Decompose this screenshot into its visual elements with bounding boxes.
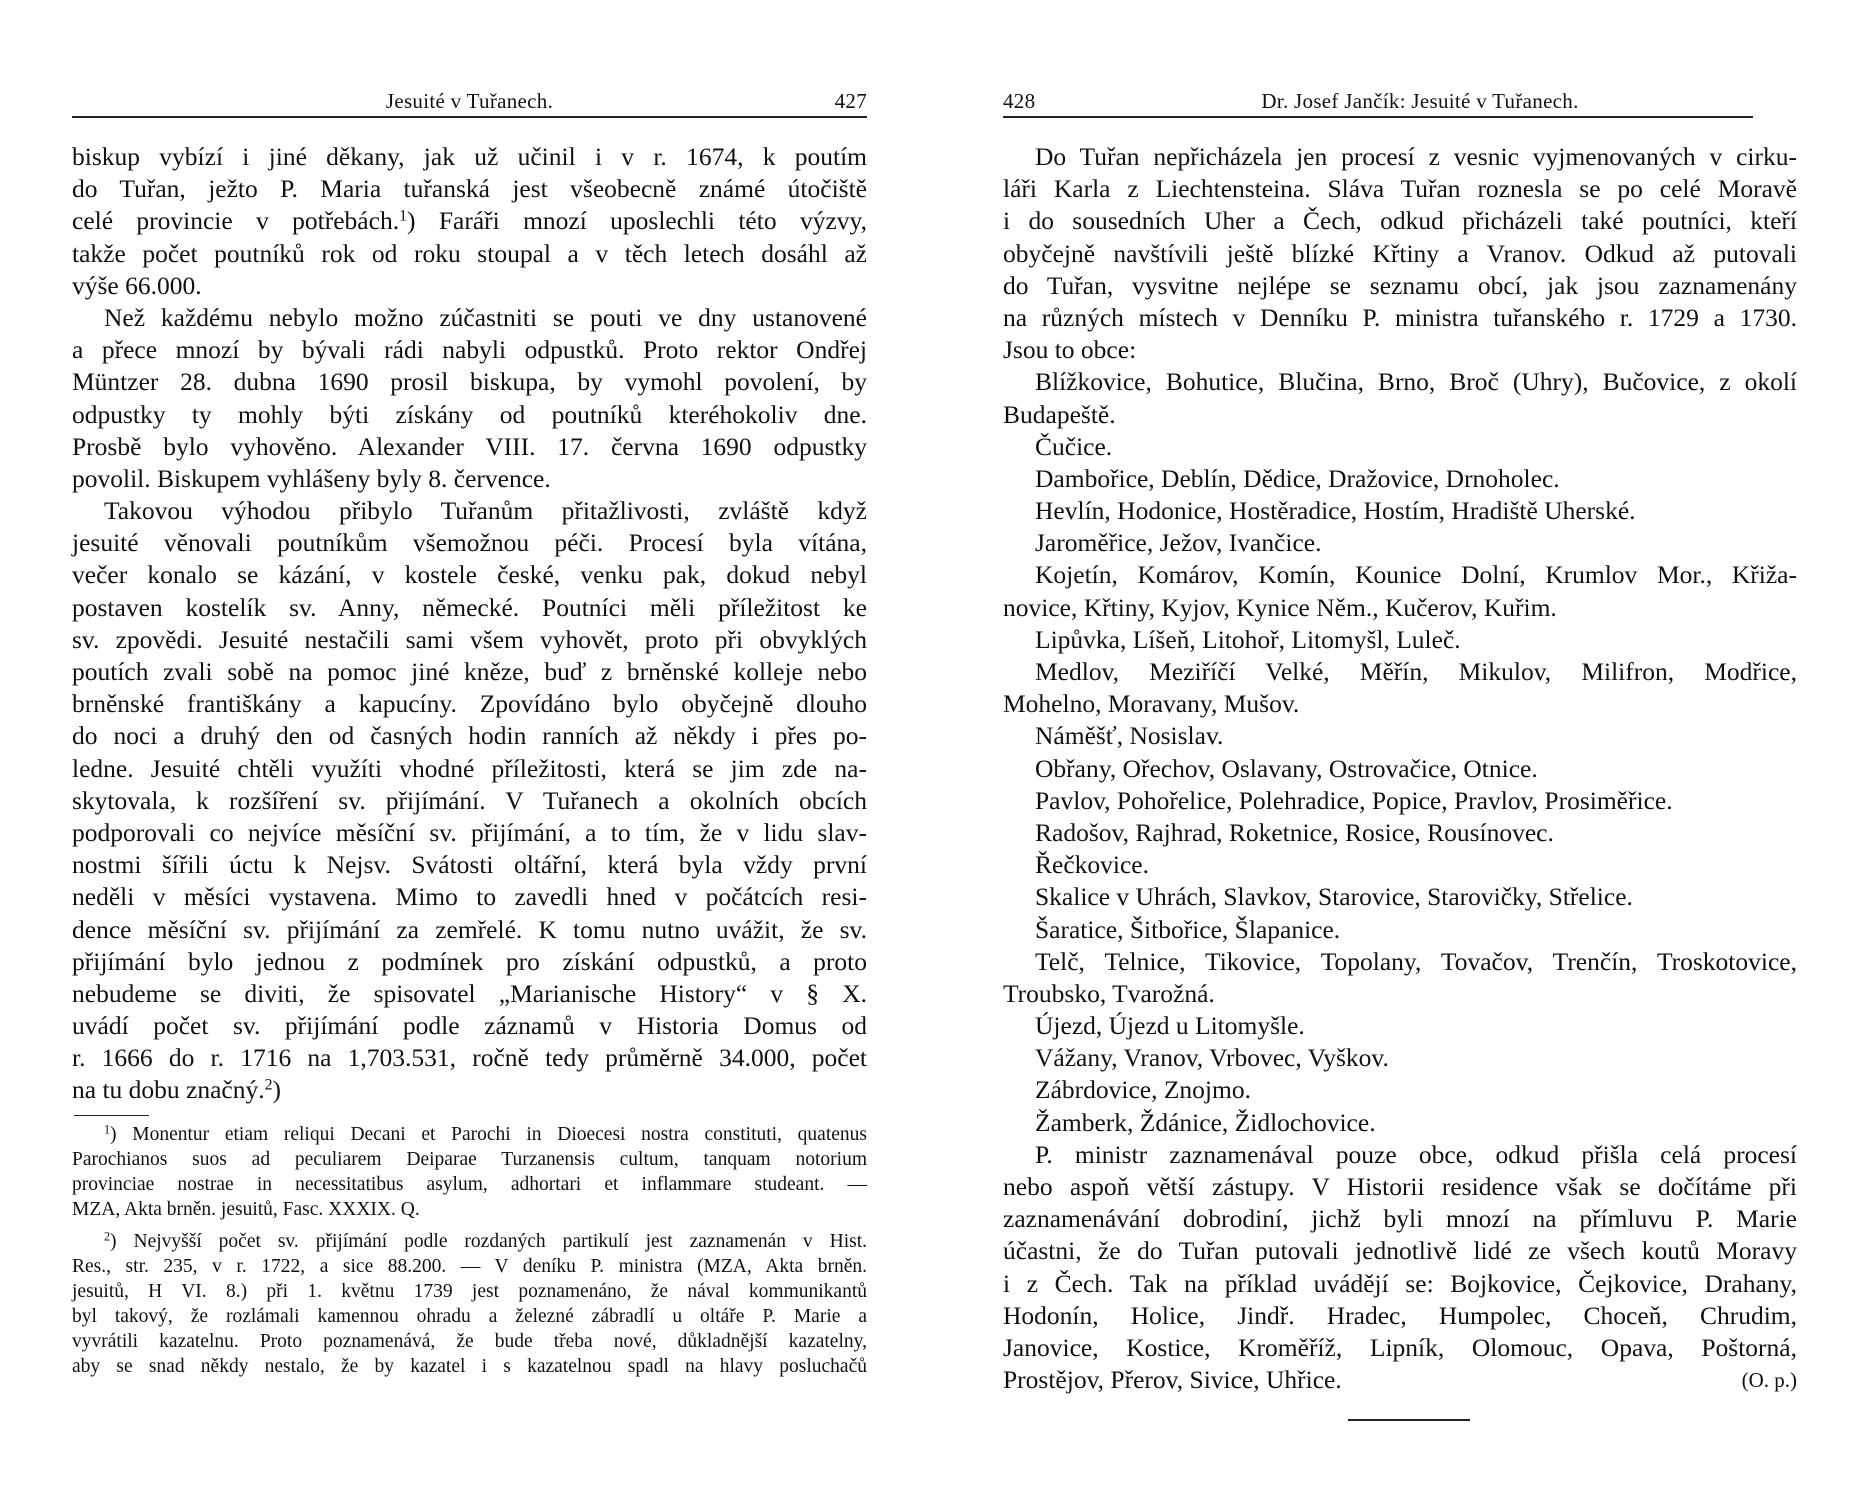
running-title: Jesuité v Tuřanech. (385, 89, 554, 113)
text-line: P. ministr zaznamenával pouze obce, odkud přišla celá procesí (1035, 1139, 1797, 1169)
running-head (1003, 88, 1797, 114)
text-line: r. 1666 do r. 1716 na 1,703.531, ročně tedy průměrně 34.000, počet (72, 1043, 867, 1073)
text-line: uvádí počet sv. přijímání podle záznamů v Historia Domus od (72, 1011, 867, 1041)
text-line: nebo aspoň větší zástupy. V Historii residence však se dočítáme při (1003, 1172, 1797, 1201)
text-line: Prostějov, Přerov, Sivice, Uhřice. (O. p.) (1003, 1364, 1797, 1396)
text-line: ledne. Jesuité chtěli využíti vhodné příležitosti, která se jim zde na- (72, 753, 867, 783)
text-line: účastni, že do Tuřan putovali jednotlivě lidé ze všech koutů Moravy (1003, 1236, 1797, 1266)
text-line: na různých místech v Denníku P. ministra tuřanského r. 1729 a 1730. (1003, 302, 1797, 332)
text-line: do Tuřan, vysvitne nejlépe se seznamu obcí, jak jsou zaznamenány (1003, 270, 1797, 300)
text-line: brněnské františkány a kapucíny. Zpovídáno bylo obyčejně dlouho (72, 689, 867, 719)
text-line: Náměšť, Nosislav. (1035, 721, 1224, 751)
body-text (72, 141, 867, 1107)
text-line: výše 66.000. (72, 270, 202, 300)
header-rule (1003, 116, 1753, 118)
text-line: Medlov, Meziříčí Velké, Měřín, Mikulov, Milifron, Modřice, (1035, 657, 1797, 686)
text-line: Pavlov, Pohořelice, Polehradice, Popice, Pravlov, Prosiměřice. (1035, 785, 1673, 815)
text-line: Do Tuřan nepřicházela jen procesí z vesnic vyjmenovaných v cirku- (1035, 142, 1797, 171)
text-line: do noci a druhý den od časných hodin ranních až někdy i přes po- (72, 721, 867, 751)
text-line: Lipůvka, Líšeň, Litohoř, Litomyšl, Luleč. (1035, 624, 1461, 654)
text-line: Troubsko, Tvarožná. (1003, 978, 1215, 1008)
text-line: Budapeště. (1003, 399, 1116, 429)
footnote-line: jesuitů, H VI. 8.) při 1. květnu 1739 jest poznamenáno, že nával kommunikantů (72, 1281, 867, 1302)
footnote-line: provinciae nostrae in necessitatibus asylum, adhortari et inflammare studeant. — (72, 1174, 867, 1195)
text-line: Žamberk, Ždánice, Židlochovice. (1035, 1107, 1376, 1137)
text-line: neděli v měsíci vystavena. Mimo to zavedli hned v počátcích resi- (72, 882, 867, 912)
footnote-line: Res., str. 235, v r. 1722, a sice 88.200. — V deníku P. ministra (MZA, Akta brněn. (72, 1256, 867, 1277)
footnote-line: MZA, Akta brněn. jesuitů, Fasc. XXXIX. Q. (72, 1199, 420, 1220)
text-line: obyčejně navštívili ještě blízké Křtiny a Vranov. Odkud až putovali (1003, 238, 1797, 268)
text-line: Dambořice, Deblín, Dědice, Dražovice, Drnoholec. (1035, 463, 1560, 493)
text-line: Janovice, Kostice, Kroměříž, Lipník, Olomouc, Opava, Poštorná, (1003, 1332, 1797, 1362)
text-line: podporovali co nejvíce měsíční sv. přijímání, a to tím, že v lidu slav- (72, 817, 867, 847)
text-line: Obřany, Ořechov, Oslavany, Ostrovačice, Otnice. (1035, 753, 1538, 783)
text-line: Jsou to obce: (1003, 335, 1137, 365)
text-line: povolil. Biskupem vyhlášeny byly 8. července. (72, 463, 551, 493)
text-line: Skalice v Uhrách, Slavkov, Starovice, Starovičky, Střelice. (1035, 882, 1633, 912)
footnote-line: $^1$) Monentur etiam reliqui Decani et Parochi in Dioecesi nostra constituti, quatenus (104, 1122, 867, 1145)
text-line: Telč, Telnice, Tikovice, Topolany, Tovačov, Trenčín, Troskotovice, (1035, 946, 1797, 976)
end-of-section-rule (1348, 1419, 1470, 1421)
footnote-rule (74, 1115, 149, 1116)
page-number: 427 (834, 89, 867, 113)
text-line: Vážany, Vranov, Vrbovec, Vyškov. (1035, 1043, 1389, 1073)
text-line: Šaratice, Šitbořice, Šlapanice. (1035, 914, 1341, 944)
text-line: celé provincie v potřebách.$^1$) Faráři mnozí uposlechli této výzvy, (72, 206, 867, 236)
text-line: Zábrdovice, Znojmo. (1035, 1075, 1251, 1105)
footnotes (72, 1122, 867, 1379)
body-text (1003, 141, 1797, 1396)
text-line: Prosbě bylo vyhověno. Alexander VIII. 17. června 1690 odpustky (72, 431, 867, 461)
text-line: Müntzer 28. dubna 1690 prosil biskupa, by vymohl povolení, by (72, 367, 867, 397)
text-line: skytovala, k rozšíření sv. přijímání. V Tuřanech a okolních obcích (72, 785, 867, 815)
text-line: dence měsíční sv. přijímání za zemřelé. K tomu nutno uvážit, že sv. (72, 914, 867, 944)
text-line: Takovou výhodou přibylo Tuřanům přitažlivosti, zvláště když (104, 496, 867, 526)
text-line: láři Karla z Liechtensteina. Sláva Tuřan roznesla se po celé Moravě (1003, 174, 1797, 204)
text-line: večer konalo se kázání, v kostele české, venku pak, dokud nebyl (72, 560, 867, 590)
text-line: i do sousedních Uher a Čech, odkud přicházeli také poutníci, kteří (1003, 206, 1797, 236)
text-line: přijímání bylo jednou z podmínek pro získání odpustků, a proto (72, 946, 867, 976)
text-line: novice, Křtiny, Kyjov, Kynice Něm., Kučerov, Kuřim. (1003, 592, 1557, 622)
continuation-note: (O. p.) (1741, 1368, 1797, 1393)
header-rule (72, 116, 867, 118)
running-title: Dr. Josef Jančík: Jesuité v Tuřanech. (1261, 89, 1579, 113)
text-line: i z Čech. Tak na příklad uvádějí se: Bojkovice, Čejkovice, Drahany, (1003, 1268, 1797, 1298)
text-line: Újezd, Újezd u Litomyšle. (1035, 1011, 1305, 1041)
text-line: Mohelno, Moravany, Mušov. (1003, 689, 1300, 719)
running-head (72, 88, 867, 114)
text-line: nebudeme se diviti, že spisovatel „Marianische History“ v § X. (72, 978, 867, 1008)
text-line: do Tuřan, ježto P. Maria tuřanská jest všeobecně známé útočiště (72, 174, 867, 204)
text-line: Kojetín, Komárov, Komín, Kounice Dolní, Krumlov Mor., Křiža- (1035, 560, 1797, 590)
footnote-line: aby se snad někdy nestalo, že by kazatel i s kazatelnou spadl na hlavy posluchačů (72, 1356, 867, 1377)
text-line: Jaroměřice, Ježov, Ivančice. (1035, 528, 1322, 558)
text-line: Blížkovice, Bohutice, Blučina, Brno, Broč (Uhry), Bučovice, z okolí (1035, 367, 1797, 397)
text-line: a přece mnozí by bývali rádi nabyli odpustků. Proto rektor Ondřej (72, 335, 867, 365)
footnote-line: Parochianos suos ad peculiarem Deiparae Turzanensis cultum, tanquam notorium (72, 1149, 867, 1170)
text-line: Čučice. (1035, 431, 1113, 461)
text-line: zaznamenávání dobrodiní, jichž byli mnozí na přímluvu P. Marie (1003, 1204, 1797, 1234)
text-line: jesuité věnovali poutníkům všemožnou péči. Procesí byla vítána, (72, 528, 867, 558)
text-line: odpustky ty mohly býti získány od poutníků kteréhokoliv dne. (72, 399, 867, 429)
text-line: poutích zvali sobě na pomoc jiné kněze, buď z brněnské kolleje nebo (72, 657, 867, 686)
text-line: Hevlín, Hodonice, Hostěradice, Hostím, Hradiště Uherské. (1035, 496, 1636, 526)
text-line: postaven kostelík sv. Anny, německé. Poutníci měli příležitost ke (72, 592, 867, 622)
footnote-line: vyvrátili kazatelnu. Proto poznamenává, že bude třeba nové, důkladnější kazatelny, (72, 1331, 867, 1352)
text-line: Řečkovice. (1035, 850, 1149, 880)
text-line: Hodonín, Holice, Jindř. Hradec, Humpolec, Choceň, Chrudim, (1003, 1300, 1797, 1330)
footnote-line: byl takový, že rozlámali kamennou ohradu a železné zábradlí u oltáře P. Marie a (72, 1306, 867, 1327)
text-line: takže počet poutníků rok od roku stoupal a v těch letech dosáhl až (72, 238, 867, 268)
page-number: 428 (1003, 89, 1036, 113)
footnote-line: $^2$) Nejvyšší počet sv. přijímání podle rozdaných partikulí jest zaznamenán v Hist. (104, 1229, 867, 1252)
text-line: Než každému nebylo možno zúčastniti se pouti ve dny ustanovené (104, 302, 867, 332)
text-line: na tu dobu značný.$^2$) (72, 1075, 282, 1105)
text-line: biskup vybízí i jiné děkany, jak už učinil i v r. 1674, k poutím (72, 142, 867, 171)
text-line: sv. zpovědi. Jesuité nestačili sami všem vyhovět, proto při obvyklých (72, 624, 867, 654)
text-line: nostmi šířili úctu k Nejsv. Svátosti oltářní, která byla vždy první (72, 850, 867, 880)
text-line: Radošov, Rajhrad, Roketnice, Rosice, Rousínovec. (1035, 817, 1554, 847)
